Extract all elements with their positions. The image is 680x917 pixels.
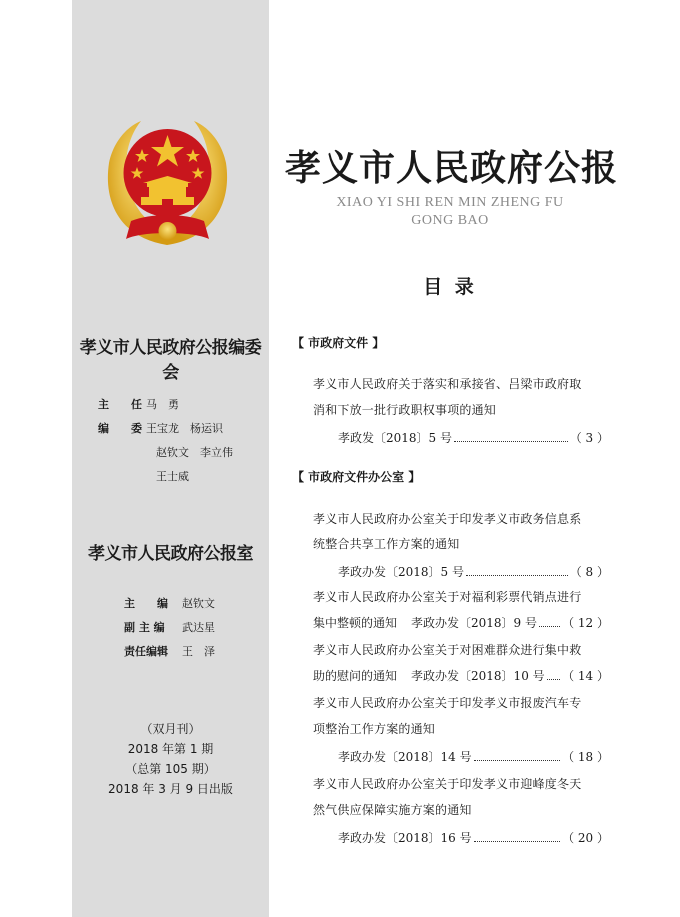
toc-entry-line[interactable]: 统整合共享工作方案的通知 <box>313 537 460 551</box>
toc-entry-line[interactable]: 然气供应保障实施方案的通知 <box>313 803 472 817</box>
page-title: 孝义市人民政府公报 <box>285 147 619 189</box>
page-number: （ 14 ） <box>562 669 609 683</box>
issue-frequency: （双月刊） <box>140 722 201 736</box>
committee-row <box>98 396 179 412</box>
doc-number: 孝政办发〔2018〕5 号 <box>338 565 464 579</box>
staff-role: 编 委 <box>98 422 142 435</box>
staff-names: 王宝龙 杨运识 <box>146 422 223 435</box>
staff-names: 马 勇 <box>146 398 179 411</box>
doc-number: 孝政办发〔2018〕10 号 <box>411 669 545 683</box>
toc-entry-ref[interactable] <box>338 563 609 580</box>
doc-number: 孝政办发〔2018〕14 号 <box>338 750 472 764</box>
page-number: （ 3 ） <box>569 431 609 445</box>
office-row <box>124 619 215 635</box>
toc-entry-line[interactable]: 孝义市人民政府办公室关于印发孝义市政务信息系 <box>313 512 582 526</box>
section-heading: 【 市政府文件 】 <box>292 336 385 350</box>
toc-entry-line: 助的慰问的通知 <box>313 669 398 683</box>
leader-dots <box>474 840 560 842</box>
toc-entry-line[interactable]: 孝义市人民政府办公室关于对福利彩票代销点进行 <box>313 590 582 604</box>
office-row <box>124 595 215 611</box>
doc-number: 孝政办发〔2018〕9 号 <box>411 616 538 630</box>
toc-entry-ref[interactable] <box>338 748 609 765</box>
toc-entry-line[interactable]: 消和下放一批行政职权事项的通知 <box>313 403 497 417</box>
committee-title: 孝义市人民政府公报编委会 <box>79 338 262 383</box>
doc-number: 孝政办发〔2018〕16 号 <box>338 831 472 845</box>
toc-entry-line[interactable]: 项整治工作方案的通知 <box>313 722 436 736</box>
staff-role: 主 编 <box>124 597 168 610</box>
leader-dots <box>539 625 560 627</box>
staff-names: 王 泽 <box>182 645 215 658</box>
office-row <box>124 643 215 659</box>
national-emblem-icon <box>101 113 234 253</box>
toc-title: 目 录 <box>423 276 477 298</box>
doc-number: 孝政发〔2018〕5 号 <box>338 431 452 445</box>
office-title: 孝义市人民政府公报室 <box>88 544 253 564</box>
staff-names: 王士威 <box>156 470 189 483</box>
committee-row <box>98 420 223 436</box>
toc-entry-line[interactable]: 孝义市人民政府办公室关于对困难群众进行集中救 <box>313 643 582 657</box>
title-pinyin-line2: GONG BAO <box>411 213 489 228</box>
toc-entry-line[interactable]: 孝义市人民政府关于落实和承接省、吕梁市政府取 <box>313 377 582 391</box>
committee-row <box>156 468 189 484</box>
toc-entry-line: 集中整顿的通知 <box>313 616 398 630</box>
staff-names: 武达星 <box>182 621 215 634</box>
staff-names: 赵钦文 <box>182 597 215 610</box>
toc-entry-line[interactable]: 孝义市人民政府办公室关于印发孝义市报废汽车专 <box>313 696 582 710</box>
toc-entry-ref[interactable] <box>313 614 609 631</box>
toc-entry-line[interactable]: 孝义市人民政府办公室关于印发孝义市迎峰度冬天 <box>313 777 582 791</box>
page-number: （ 12 ） <box>562 616 609 630</box>
page-number: （ 18 ） <box>562 750 609 764</box>
staff-names: 赵钦文 李立伟 <box>156 446 233 459</box>
committee-row <box>156 444 233 460</box>
toc-entry-ref[interactable] <box>313 667 609 684</box>
leader-dots <box>466 574 568 576</box>
page-number: （ 8 ） <box>569 565 609 579</box>
leader-dots <box>547 678 560 680</box>
staff-role: 主 任 <box>98 398 142 411</box>
toc-entry-ref[interactable] <box>338 429 609 446</box>
title-pinyin-line1: XIAO YI SHI REN MIN ZHENG FU <box>336 195 564 210</box>
leader-dots <box>474 759 560 761</box>
issue-number: 2018 年第 1 期 <box>127 742 214 756</box>
staff-role: 责任编辑 <box>124 645 168 658</box>
section-heading: 【 市政府文件办公室 】 <box>292 470 421 484</box>
leader-dots <box>454 440 568 442</box>
toc-entry-ref[interactable] <box>338 829 609 846</box>
page-number: （ 20 ） <box>562 831 609 845</box>
staff-role: 副 主 编 <box>124 621 165 634</box>
issue-total: （总第 105 期） <box>125 762 216 776</box>
issue-date: 2018 年 3 月 9 日出版 <box>108 782 233 796</box>
